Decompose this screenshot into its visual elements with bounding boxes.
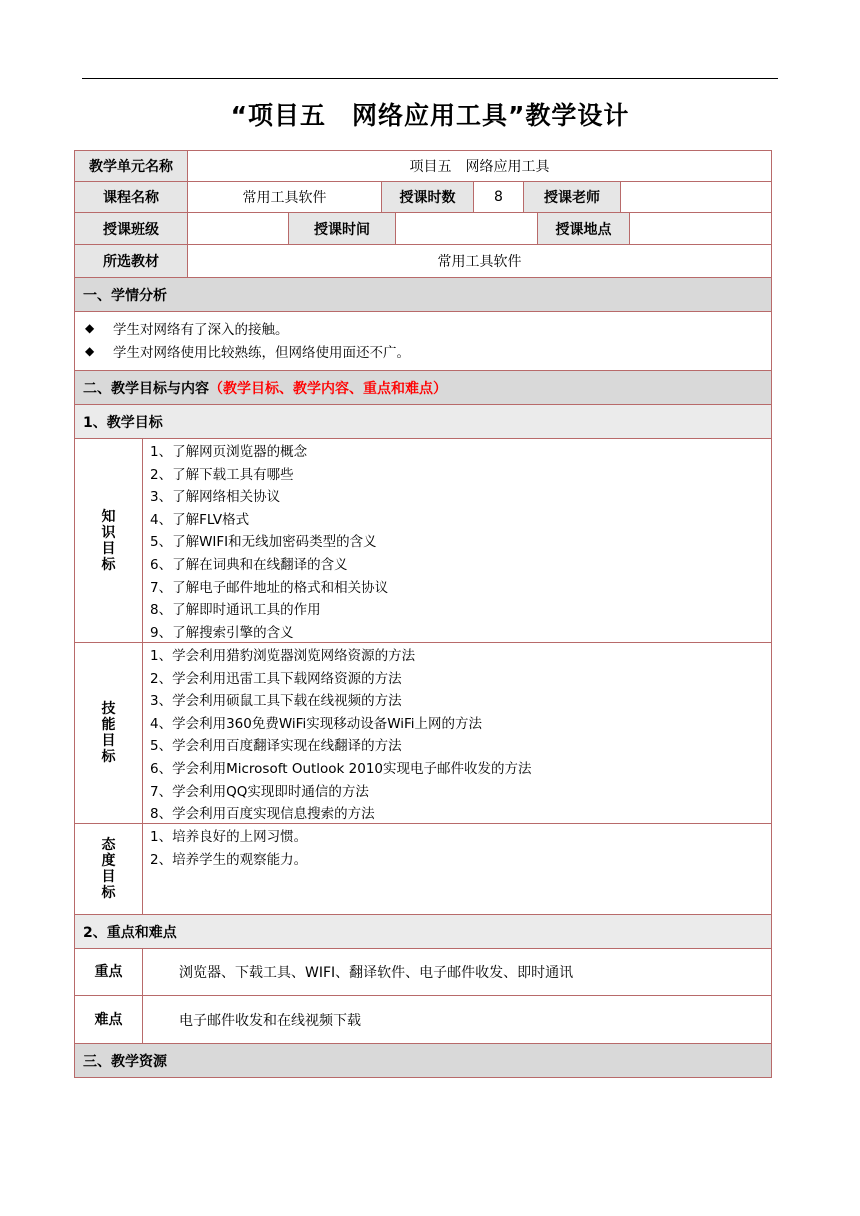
- list-item: 4、学会利用360免费WiFi实现移动设备WiFi上网的方法: [150, 715, 483, 732]
- header-rule: [82, 78, 778, 79]
- section-3-header: [74, 1044, 772, 1078]
- list-item: 1、学会利用猎豹浏览器浏览网络资源的方法: [150, 648, 416, 664]
- section-1-title: 一、学情分析: [75, 278, 771, 311]
- row-difficulty: [74, 996, 772, 1044]
- diamond-bullet-icon: ◆: [85, 343, 95, 358]
- label-char: 技: [101, 701, 116, 717]
- list-item: 6、了解在词典和在线翻译的含义: [150, 556, 348, 573]
- list-item: 2、学会利用迅雷工具下载网络资源的方法: [150, 670, 402, 687]
- hours-label: 授课时数: [382, 182, 474, 212]
- hours-value: 8: [474, 182, 524, 212]
- skill-objectives: [74, 643, 772, 824]
- section-2-title: 二、教学目标与内容: [83, 380, 209, 397]
- list-item: 3、学会利用硕鼠工具下载在线视频的方法: [150, 693, 402, 710]
- bullet-text: 学生对网络使用比较熟练，但网络使用面还不广。: [113, 344, 410, 361]
- bullet-text: 学生对网络有了深入的接触。: [113, 321, 289, 338]
- list-item: [85, 339, 771, 362]
- knowledge-objectives: [74, 439, 772, 643]
- attitude-label: [75, 824, 143, 914]
- list-item: 5、了解WIFI和无线加密码类型的含义: [150, 534, 377, 551]
- unit-label: 教学单元名称: [75, 151, 188, 181]
- row-textbook: [74, 245, 772, 278]
- row-unit: [74, 150, 772, 182]
- skill-list: [143, 643, 771, 823]
- label-char: 目: [101, 733, 116, 749]
- list-item: 5、学会利用百度翻译实现在线翻译的方法: [150, 738, 402, 755]
- section-1-body: [74, 312, 772, 371]
- list-item: 8、了解即时通讯工具的作用: [150, 602, 321, 619]
- diamond-bullet-icon: ◆: [85, 320, 95, 335]
- unit-value: 项目五 网络应用工具: [409, 159, 550, 175]
- student-analysis-list: [75, 312, 771, 370]
- row-key: [74, 949, 772, 996]
- list-item: 3、了解网络相关协议: [150, 489, 281, 506]
- difficulty-label: 难点: [75, 996, 143, 1043]
- list-item: 2、培养学生的观察能力。: [150, 851, 308, 868]
- key-points-subheader: [74, 915, 772, 949]
- list-item: 7、学会利用QQ实现即时通信的方法: [150, 783, 369, 800]
- label-char: 态: [101, 837, 116, 853]
- place-value: [630, 213, 771, 244]
- key-label: 重点: [75, 949, 143, 995]
- list-item: 7、了解电子邮件地址的格式和相关协议: [150, 579, 389, 596]
- label-char: 标: [101, 556, 116, 573]
- place-label: 授课地点: [538, 213, 630, 244]
- difficulty-value: 电子邮件收发和在线视频下载: [179, 1012, 361, 1029]
- teacher-value: [621, 182, 771, 212]
- label-char: 标: [101, 749, 116, 765]
- list-item: 1、培养良好的上网习惯。: [150, 829, 308, 845]
- section-2-header: [74, 371, 772, 405]
- label-char: 能: [101, 717, 116, 733]
- label-char: 目: [101, 540, 116, 557]
- list-item: 2、了解下载工具有哪些: [150, 466, 294, 483]
- objectives-title: 1、教学目标: [75, 405, 771, 438]
- section-2-title-cell: [75, 371, 771, 404]
- knowledge-label: [75, 439, 143, 642]
- textbook-value: 常用工具软件: [437, 254, 522, 270]
- time-value: [396, 213, 538, 244]
- textbook-label: 所选教材: [75, 245, 188, 277]
- row-course: [74, 182, 772, 213]
- label-char: 目: [101, 869, 116, 885]
- list-item: 6、学会利用Microsoft Outlook 2010实现电子邮件收发的方法: [150, 760, 532, 777]
- label-char: 知: [101, 508, 116, 525]
- label-char: 度: [101, 853, 116, 869]
- section-1-header: [74, 278, 772, 312]
- attitude-list: [143, 824, 771, 914]
- document-title: “项目五 网络应用工具”教学设计: [230, 101, 630, 130]
- list-item: 4、了解FLV格式: [150, 511, 250, 528]
- knowledge-list: [143, 439, 771, 642]
- list-item: 1、了解网页浏览器的概念: [150, 444, 308, 460]
- objectives-subheader: [74, 405, 772, 439]
- course-value: 常用工具软件: [188, 182, 382, 212]
- class-label: 授课班级: [75, 213, 188, 244]
- row-class: [74, 213, 772, 245]
- key-value: 浏览器、下载工具、WIFI、翻译软件、电子邮件收发、即时通讯: [179, 965, 574, 981]
- key-points-title: 2、重点和难点: [75, 915, 771, 948]
- label-char: 标: [101, 885, 116, 901]
- list-item: 8、学会利用百度实现信息搜索的方法: [150, 806, 375, 823]
- skill-label: [75, 643, 143, 823]
- attitude-objectives: [74, 824, 772, 915]
- lesson-plan-table: [74, 150, 772, 1078]
- class-value: [188, 213, 289, 244]
- list-item: [85, 316, 771, 339]
- section-2-note: （教学目标、教学内容、重点和难点）: [209, 380, 447, 397]
- label-char: 识: [101, 524, 116, 541]
- course-label: 课程名称: [75, 182, 188, 212]
- section-3-title: 三、教学资源: [75, 1044, 771, 1077]
- list-item: 9、了解搜索引擎的含义: [150, 624, 294, 641]
- time-label: 授课时间: [289, 213, 396, 244]
- teacher-label: 授课老师: [524, 182, 621, 212]
